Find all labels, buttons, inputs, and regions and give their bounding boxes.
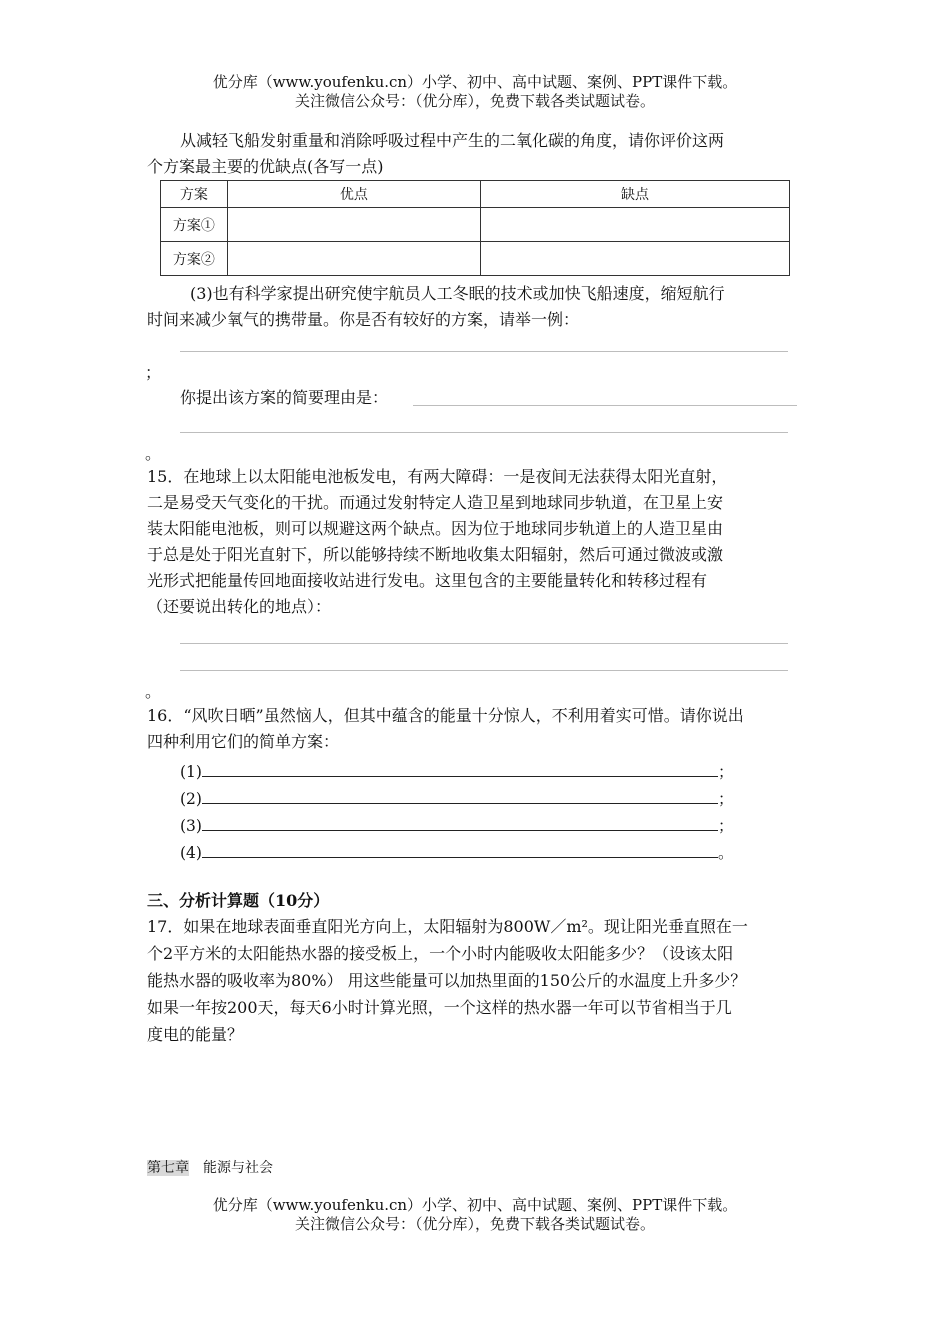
reason-blank-2[interactable]	[180, 432, 788, 433]
answer-blank[interactable]	[202, 789, 718, 804]
q15-line-5: 光形式把能量传回地面接收站进行发电。这里包含的主要能量转化和转移过程有	[147, 571, 708, 590]
reason-blank[interactable]	[413, 405, 797, 406]
list-item	[180, 760, 740, 782]
q17-line-2: 个2平方米的太阳能热水器的接受板上，一个小时内能吸收太阳能多少？（设该太阳	[147, 944, 734, 963]
q14-3-line-2: 时间来减少氧气的携带量。你是否有较好的方案，请举一例：	[147, 310, 580, 329]
item-number: (1)	[180, 763, 202, 781]
answer-blank[interactable]	[180, 643, 788, 644]
list-item	[180, 814, 740, 836]
row-label: 方案①	[161, 208, 228, 242]
period-mark: 。	[145, 444, 162, 463]
q17-line-1: 17．如果在地球表面垂直阳光方向上，太阳辐射为800W／m²。现让阳光垂直照在一	[147, 917, 748, 936]
table-row	[161, 208, 790, 242]
item-number: (4)	[180, 844, 202, 862]
con-cell[interactable]	[480, 242, 789, 276]
q15-line-1: 15．在地球上以太阳能电池板发电，有两大障碍：一是夜间无法获得太阳光直射，	[147, 467, 728, 486]
reason-label: 你提出该方案的简要理由是：	[180, 388, 389, 407]
row-label: 方案②	[161, 242, 228, 276]
answer-blank[interactable]	[202, 843, 718, 858]
item-end: ；	[717, 763, 734, 781]
q17-line-3: 能热水器的吸收率为80%） 用这些能量可以加热里面的150公斤的水温度上升多少？	[147, 971, 747, 990]
q15-line-6: （还要说出转化的地点）：	[147, 597, 332, 616]
chapter-number: 第七章	[147, 1160, 189, 1176]
intro-line-2: 个方案最主要的优缺点(各写一点)	[147, 157, 384, 176]
footer-chapter	[147, 1157, 273, 1177]
evaluation-table	[160, 180, 790, 276]
table-header-plan: 方案	[161, 181, 228, 208]
intro-line-1: 从减轻飞船发射重量和消除呼吸过程中产生的二氧化碳的角度，请你评价这两	[180, 131, 725, 150]
list-item	[180, 841, 740, 863]
item-end: 。	[717, 844, 734, 862]
section-title: 三、分析计算题（10分）	[147, 891, 330, 910]
item-end: ；	[717, 790, 734, 808]
q15-line-2: 二是易受天气变化的干扰。而通过发射特定人造卫星到地球同步轨道，在卫星上安	[147, 493, 724, 512]
answer-blank[interactable]	[202, 816, 718, 831]
q16-line-1: 16．“风吹日晒”虽然恼人，但其中蕴含的能量十分惊人，不利用着实可惜。请你说出	[147, 706, 744, 725]
table-header-pro: 优点	[227, 181, 480, 208]
answer-blank[interactable]	[180, 351, 788, 352]
item-number: (2)	[180, 790, 202, 808]
q16-line-2: 四种利用它们的简单方案：	[147, 732, 340, 751]
footer-line-1: 优分库（www.youfenku.cn）小学、初中、高中试题、案例、PPT课件下载。	[212, 1196, 738, 1214]
q15-line-4: 于总是处于阳光直射下，所以能够持续不断地收集太阳辐射，然后可通过微波或激	[147, 545, 724, 564]
q17-line-5: 度电的能量？	[147, 1025, 244, 1044]
period-mark: 。	[145, 682, 162, 701]
con-cell[interactable]	[480, 208, 789, 242]
table-row	[161, 242, 790, 276]
item-end: ；	[717, 817, 734, 835]
chapter-title: 能源与社会	[203, 1160, 273, 1176]
list-item	[180, 787, 740, 809]
answer-blank[interactable]	[202, 762, 718, 777]
item-number: (3)	[180, 817, 202, 835]
header-line-1: 优分库（www.youfenku.cn）小学、初中、高中试题、案例、PPT课件下载。	[212, 73, 738, 91]
header-line-2: 关注微信公众号：（优分库），免费下载各类试题试卷。	[294, 92, 655, 110]
table-header-con: 缺点	[480, 181, 789, 208]
q17-line-4: 如果一年按200天，每天6小时计算光照，一个这样的热水器一年可以节省相当于几	[147, 998, 732, 1017]
pro-cell[interactable]	[227, 242, 480, 276]
pro-cell[interactable]	[227, 208, 480, 242]
q15-line-3: 装太阳能电池板，则可以规避这两个缺点。因为位于地球同步轨道上的人造卫星由	[147, 519, 724, 538]
footer-line-2: 关注微信公众号：（优分库），免费下载各类试题试卷。	[294, 1215, 655, 1233]
q14-3-line-1: (3)也有科学家提出研究使宇航员人工冬眠的技术或加快飞船速度，缩短航行	[190, 284, 725, 303]
answer-blank[interactable]	[180, 670, 788, 671]
semicolon-mark: ；	[145, 363, 162, 382]
